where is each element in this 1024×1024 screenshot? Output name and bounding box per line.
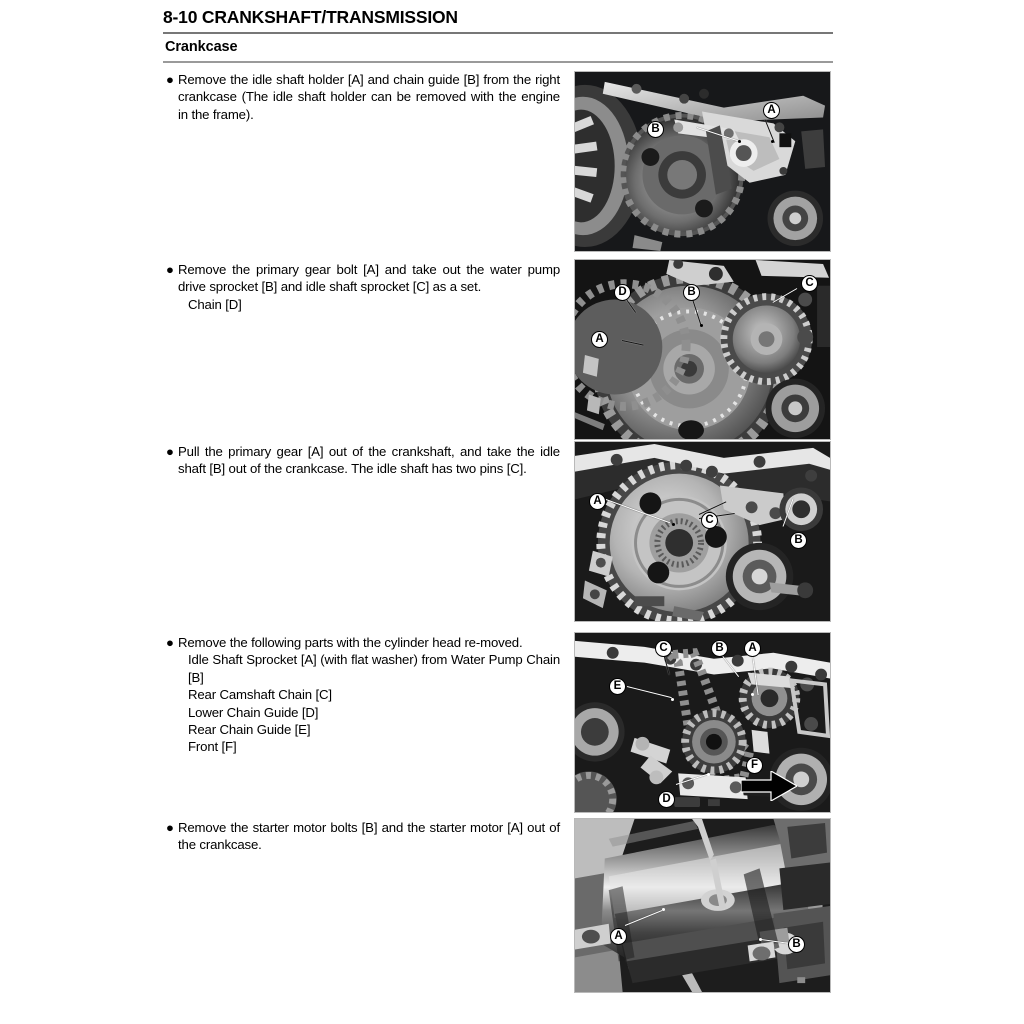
step-4-subline-5: Front [F] [188,739,237,755]
step-2-subline-1: Chain [D] [188,296,242,312]
callout-point-e [671,698,674,701]
step-4-paragraph [168,634,560,651]
step-2-paragraph [168,261,560,296]
photo-idle-shaft-holder-chain-guide [574,71,831,252]
direction-arrow-icon [741,771,797,801]
callout-a: A [610,928,627,945]
callout-b: B [790,532,807,549]
callout-point-a [662,908,665,911]
photo-primary-gear-idle-shaft-pins [574,441,831,622]
step-4-instruction: Remove the following parts with the cylinder head re-moved. [178,635,523,650]
callout-a: A [589,493,606,510]
bullet-icon: ● [166,444,174,459]
header-divider-bottom [163,61,833,63]
step-1-paragraph [168,71,560,123]
step-2-instruction: Remove the primary gear bolt [A] and take out the water pump drive sprocket [B] and idle shaft sprocket [C] as a set. [178,262,560,295]
bullet-icon: ● [166,820,174,835]
step-5-paragraph [168,819,560,854]
bullet-icon: ● [166,72,174,87]
photo-primary-gear-bolt-sprockets [574,259,831,440]
callout-e: E [609,678,626,695]
callout-point-a [771,140,774,143]
callout-c: C [655,640,672,657]
section-title: Crankcase [165,39,238,55]
page-title: 8-10 CRANKSHAFT/TRANSMISSION [163,7,458,27]
step-2-text-block [168,261,560,313]
step-3-instruction: Pull the primary gear [A] out of the crankshaft, and take the idle shaft [B] out of the crankcase. The idle shaft has two pins [C]. [178,444,560,477]
header-divider-top [163,32,833,34]
page-header [163,6,833,28]
photo-starter-motor [574,818,831,993]
callout-a: A [763,102,780,119]
callout-a: A [744,640,761,657]
callout-point-b [738,140,741,143]
callout-c: C [701,512,718,529]
callout-d: D [658,791,675,808]
step-4-subline-1: Idle Shaft Sprocket [A] (with flat washer) from Water Pump Chain [B] [188,652,560,685]
callout-b: B [683,284,700,301]
step-4-subline-4: Rear Chain Guide [E] [188,722,311,738]
callout-b: B [647,121,664,138]
callout-d: D [614,284,631,301]
step-4-subline-3: Lower Chain Guide [D] [188,704,319,720]
callout-point-b [759,938,762,941]
bullet-icon: ● [166,635,174,650]
step-4-subline-2: Rear Camshaft Chain [C] [188,687,332,703]
step-5-instruction: Remove the starter motor bolts [B] and the starter motor [A] out of the crankcase. [178,820,560,853]
step-1-instruction: Remove the idle shaft holder [A] and chain guide [B] from the right crankcase (The idle shaft holder can be removed with the engine in the frame). [178,72,560,122]
bullet-icon: ● [166,262,174,277]
callout-point-d [707,773,710,776]
callout-a: A [591,331,608,348]
callout-b: B [711,640,728,657]
step-1-text-block [168,71,560,123]
callout-f: F [746,757,763,774]
step-4-text-block [168,634,560,756]
callout-point-b [700,324,703,327]
step-3-paragraph [168,443,560,478]
callout-c: C [801,275,818,292]
callout-point-a [751,693,754,696]
callout-b: B [788,936,805,953]
callout-point-a [672,523,675,526]
step-3-text-block [168,443,560,478]
photo-chains-and-guides [574,632,831,813]
step-5-text-block [168,819,560,854]
